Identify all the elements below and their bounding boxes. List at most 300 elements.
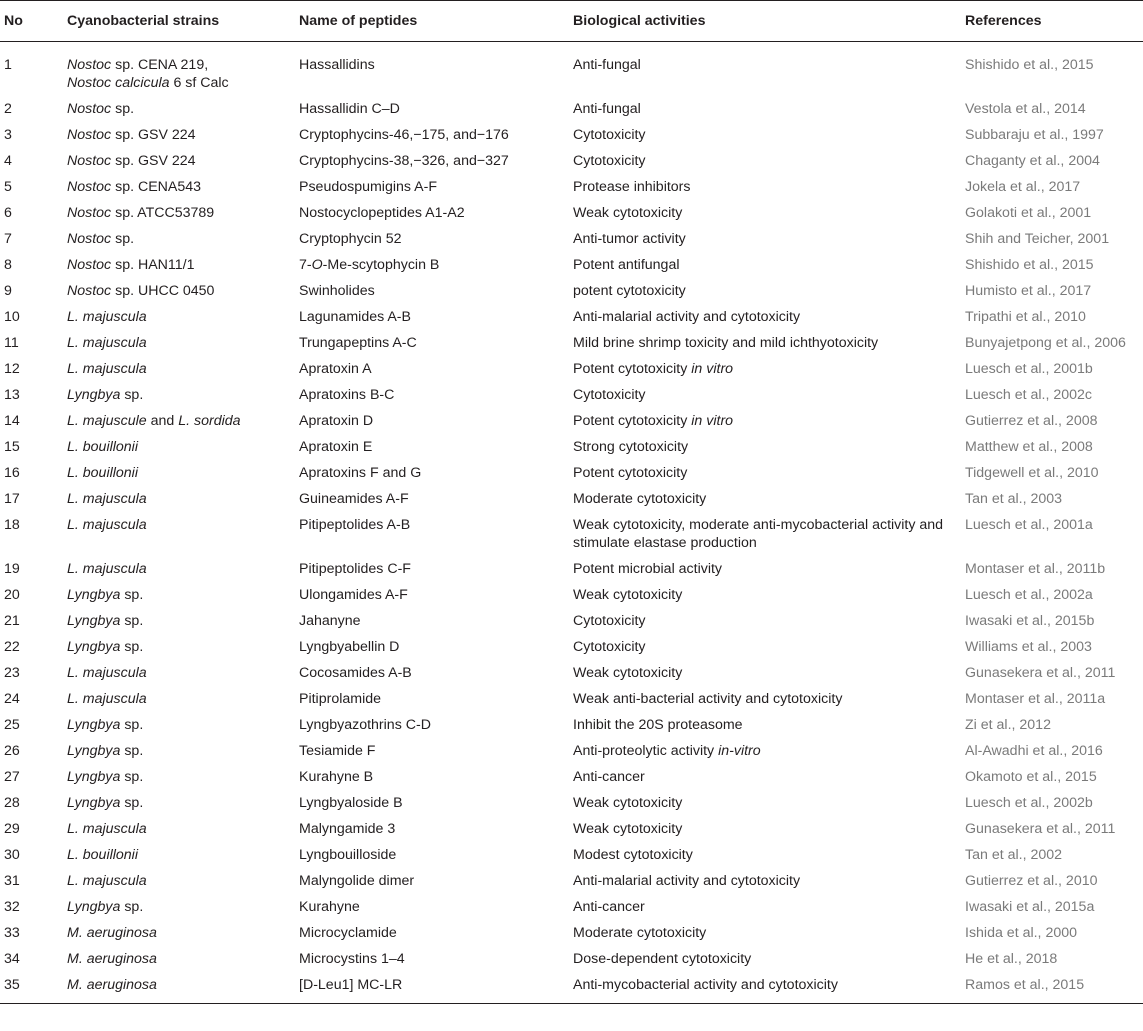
cell-reference[interactable]: Montaser et al., 2011a bbox=[965, 691, 1106, 707]
activity-text: Moderate cytotoxicity bbox=[573, 491, 707, 507]
table-row bbox=[0, 634, 1143, 660]
cell-strain bbox=[63, 790, 295, 816]
cell-reference[interactable]: Subbaraju et al., 1997 bbox=[965, 127, 1104, 143]
activity-text: Anti-mycobacterial activity and cytotoxicity bbox=[573, 977, 838, 993]
cell-peptide bbox=[295, 582, 569, 608]
cell-strain bbox=[63, 512, 295, 556]
activity-text: Cytotoxicity bbox=[573, 153, 646, 169]
table-row bbox=[0, 434, 1143, 460]
table-row bbox=[0, 278, 1143, 304]
cell-peptide bbox=[295, 226, 569, 252]
cell-strain bbox=[63, 330, 295, 356]
peptide-text: Malyngamide 3 bbox=[299, 821, 396, 837]
cell-activity bbox=[569, 122, 961, 148]
cell-reference[interactable]: Luesch et al., 2001a bbox=[965, 517, 1093, 533]
cell-no: 34 bbox=[4, 951, 20, 967]
strain-text: L. majuscule bbox=[67, 413, 147, 429]
cell-activity bbox=[569, 278, 961, 304]
cell-peptide bbox=[295, 356, 569, 382]
table-row bbox=[0, 608, 1143, 634]
table-row bbox=[0, 972, 1143, 1004]
cell-strain bbox=[63, 920, 295, 946]
cell-activity bbox=[569, 174, 961, 200]
cell-reference[interactable]: Shishido et al., 2015 bbox=[965, 57, 1094, 73]
cell-reference[interactable]: Tan et al., 2003 bbox=[965, 491, 1063, 507]
cell-no: 14 bbox=[4, 413, 20, 429]
activity-text: Anti-fungal bbox=[573, 57, 641, 73]
strain-text: sp. ATCC53789 bbox=[111, 205, 215, 221]
cell-strain bbox=[63, 868, 295, 894]
cell-reference[interactable]: Gunasekera et al., 2011 bbox=[965, 821, 1116, 837]
cell-activity bbox=[569, 686, 961, 712]
strain-text: sp. bbox=[120, 387, 144, 403]
strain-text: sp. bbox=[120, 743, 144, 759]
strain-text: Nostoc bbox=[67, 231, 112, 247]
cell-reference[interactable]: He et al., 2018 bbox=[965, 951, 1058, 967]
cell-no: 3 bbox=[4, 127, 12, 143]
cell-peptide bbox=[295, 486, 569, 512]
activity-text: in vitro bbox=[691, 413, 734, 429]
strain-text: M. aeruginosa bbox=[67, 925, 157, 941]
cell-activity bbox=[569, 200, 961, 226]
strain-text: L. majuscula bbox=[67, 873, 147, 889]
strain-text: Lyngbya bbox=[67, 639, 121, 655]
cell-no: 17 bbox=[4, 491, 20, 507]
cell-no: 18 bbox=[4, 517, 20, 533]
table-row bbox=[0, 486, 1143, 512]
table-row bbox=[0, 920, 1143, 946]
cell-reference[interactable]: Matthew et al., 2008 bbox=[965, 439, 1093, 455]
table-row bbox=[0, 868, 1143, 894]
strain-text: Lyngbya bbox=[67, 587, 121, 603]
header-strains: Cyanobacterial strains bbox=[63, 1, 295, 42]
cell-strain bbox=[63, 460, 295, 486]
cell-reference[interactable]: Shishido et al., 2015 bbox=[965, 257, 1094, 273]
cell-strain bbox=[63, 96, 295, 122]
peptide-text: -Me-scytophycin B bbox=[322, 257, 440, 273]
cell-peptide bbox=[295, 660, 569, 686]
table-row bbox=[0, 382, 1143, 408]
cell-reference[interactable]: Gutierrez et al., 2008 bbox=[965, 413, 1098, 429]
strain-text: Nostoc bbox=[67, 57, 112, 73]
strain-text: L. bouillonii bbox=[67, 465, 138, 481]
cell-reference[interactable]: Gutierrez et al., 2010 bbox=[965, 873, 1098, 889]
strain-text: sp. bbox=[111, 231, 135, 247]
cell-strain bbox=[63, 408, 295, 434]
peptide-text: Trungapeptins A-C bbox=[299, 335, 417, 351]
cell-peptide bbox=[295, 278, 569, 304]
strain-text: L. sordida bbox=[178, 413, 241, 429]
strain-text: Nostoc bbox=[67, 101, 112, 117]
cell-activity bbox=[569, 486, 961, 512]
peptide-text: Hassallidins bbox=[299, 57, 375, 73]
table-row bbox=[0, 174, 1143, 200]
activity-text: Anti-fungal bbox=[573, 101, 641, 117]
table-row bbox=[0, 330, 1143, 356]
cell-peptide bbox=[295, 122, 569, 148]
cell-activity bbox=[569, 460, 961, 486]
cell-no: 35 bbox=[0, 972, 63, 1004]
cell-no: 1 bbox=[4, 57, 12, 73]
cell-reference[interactable]: Iwasaki et al., 2015a bbox=[965, 899, 1095, 915]
cell-peptide bbox=[295, 42, 569, 97]
cell-peptide bbox=[295, 252, 569, 278]
strain-text: sp. bbox=[120, 587, 144, 603]
header-peptides: Name of peptides bbox=[295, 1, 569, 42]
cell-activity bbox=[569, 608, 961, 634]
cell-reference[interactable]: Luesch et al., 2002b bbox=[965, 795, 1093, 811]
cell-no: 10 bbox=[4, 309, 20, 325]
activity-text: Protease inhibitors bbox=[573, 179, 691, 195]
cell-reference[interactable]: Al-Awadhi et al., 2016 bbox=[965, 743, 1103, 759]
cell-reference[interactable]: Luesch et al., 2001b bbox=[965, 361, 1093, 377]
peptide-text: Lyngbyaloside B bbox=[299, 795, 403, 811]
activity-text: Anti-tumor activity bbox=[573, 231, 686, 247]
cell-strain bbox=[63, 200, 295, 226]
cell-activity bbox=[569, 790, 961, 816]
cell-activity bbox=[569, 434, 961, 460]
cell-activity bbox=[569, 764, 961, 790]
activity-text: Potent cytotoxicity bbox=[573, 413, 692, 429]
header-references: References bbox=[961, 1, 1143, 42]
cell-peptide bbox=[295, 96, 569, 122]
peptide-text: Apratoxins F and G bbox=[299, 465, 422, 481]
cell-peptide bbox=[295, 330, 569, 356]
cell-no: 13 bbox=[4, 387, 20, 403]
strain-text: L. majuscula bbox=[67, 335, 147, 351]
table-row bbox=[0, 738, 1143, 764]
cell-activity bbox=[569, 304, 961, 330]
cell-reference[interactable]: Tan et al., 2002 bbox=[965, 847, 1063, 863]
cell-reference[interactable]: Ishida et al., 2000 bbox=[965, 925, 1078, 941]
cell-peptide bbox=[295, 304, 569, 330]
cell-strain bbox=[63, 894, 295, 920]
strain-text: Nostoc bbox=[67, 179, 112, 195]
peptide-text: 7- bbox=[299, 257, 312, 273]
strain-text: L. majuscula bbox=[67, 561, 147, 577]
cell-peptide bbox=[295, 868, 569, 894]
activity-text: in vitro bbox=[691, 361, 734, 377]
header-row bbox=[0, 1, 1143, 42]
cell-no: 19 bbox=[4, 561, 20, 577]
cell-strain bbox=[63, 174, 295, 200]
peptide-text: Pitipeptolides A-B bbox=[299, 517, 411, 533]
cell-no: 11 bbox=[4, 335, 19, 351]
activity-text: Potent cytotoxicity bbox=[573, 465, 688, 481]
activity-text: Cytotoxicity bbox=[573, 639, 646, 655]
cell-no: 33 bbox=[4, 925, 20, 941]
cell-no: 9 bbox=[4, 283, 12, 299]
strain-text: L. majuscula bbox=[67, 665, 147, 681]
cell-strain bbox=[63, 226, 295, 252]
cell-peptide bbox=[295, 842, 569, 868]
cell-peptide bbox=[295, 200, 569, 226]
strain-text: sp. GSV 224 bbox=[111, 153, 196, 169]
cell-no: 26 bbox=[4, 743, 20, 759]
cell-strain bbox=[63, 738, 295, 764]
table-row bbox=[0, 946, 1143, 972]
table-row bbox=[0, 556, 1143, 582]
cell-activity bbox=[569, 512, 961, 556]
activity-text: Moderate cytotoxicity bbox=[573, 925, 707, 941]
activity-text: Anti-proteolytic activity bbox=[573, 743, 719, 759]
peptide-text: Hassallidin C–D bbox=[299, 101, 400, 117]
cell-peptide bbox=[295, 972, 569, 1004]
cell-peptide bbox=[295, 512, 569, 556]
cell-peptide bbox=[295, 894, 569, 920]
activity-text: Cytotoxicity bbox=[573, 127, 646, 143]
strain-text: sp. bbox=[111, 101, 135, 117]
activity-text: Inhibit the 20S proteasome bbox=[573, 717, 743, 733]
cell-no: 23 bbox=[4, 665, 20, 681]
peptide-text: Malyngolide dimer bbox=[299, 873, 415, 889]
peptide-text: Microcystins 1–4 bbox=[299, 951, 405, 967]
activity-text: Anti-cancer bbox=[573, 769, 645, 785]
strain-text: L. majuscula bbox=[67, 491, 147, 507]
cell-strain bbox=[63, 660, 295, 686]
cell-activity bbox=[569, 148, 961, 174]
activity-text: Strong cytotoxicity bbox=[573, 439, 689, 455]
strain-text: sp. bbox=[120, 795, 144, 811]
table-row bbox=[0, 96, 1143, 122]
activity-text: Cytotoxicity bbox=[573, 387, 646, 403]
peptide-text: Jahanyne bbox=[299, 613, 361, 629]
cell-reference[interactable]: Humisto et al., 2017 bbox=[965, 283, 1092, 299]
cell-peptide bbox=[295, 686, 569, 712]
activity-text: Mild brine shrimp toxicity and mild ichthyotoxicity bbox=[573, 335, 879, 351]
table-header bbox=[0, 1, 1143, 42]
table-row bbox=[0, 686, 1143, 712]
cell-reference[interactable]: Zi et al., 2012 bbox=[965, 717, 1051, 733]
strain-text: L. bouillonii bbox=[67, 847, 138, 863]
strain-text: and bbox=[146, 413, 179, 429]
table-row bbox=[0, 894, 1143, 920]
cell-strain bbox=[63, 42, 295, 97]
cell-reference[interactable]: Williams et al., 2003 bbox=[965, 639, 1092, 655]
strain-text: Lyngbya bbox=[67, 769, 121, 785]
cell-peptide bbox=[295, 634, 569, 660]
cell-no: 20 bbox=[4, 587, 20, 603]
cell-peptide bbox=[295, 174, 569, 200]
cell-activity bbox=[569, 356, 961, 382]
cell-no: 32 bbox=[4, 899, 20, 915]
cell-no: 6 bbox=[4, 205, 12, 221]
cell-reference[interactable]: Jokela et al., 2017 bbox=[965, 179, 1081, 195]
cell-reference[interactable]: Okamoto et al., 2015 bbox=[965, 769, 1097, 785]
cell-strain bbox=[63, 356, 295, 382]
cell-peptide bbox=[295, 148, 569, 174]
activity-text: Weak cytotoxicity, moderate anti-mycobacterial activity and stimulate elastase production bbox=[573, 517, 944, 551]
table-row bbox=[0, 764, 1143, 790]
cell-activity bbox=[569, 634, 961, 660]
activity-text: Dose-dependent cytotoxicity bbox=[573, 951, 752, 967]
cell-no: 2 bbox=[4, 101, 12, 117]
table-row bbox=[0, 122, 1143, 148]
cell-activity bbox=[569, 738, 961, 764]
peptide-text: Pitipeptolides C-F bbox=[299, 561, 411, 577]
cell-reference[interactable]: Vestola et al., 2014 bbox=[965, 101, 1086, 117]
cell-no: 15 bbox=[4, 439, 20, 455]
cell-no: 4 bbox=[4, 153, 12, 169]
cell-activity bbox=[569, 226, 961, 252]
strain-text: L. majuscula bbox=[67, 309, 147, 325]
cell-reference[interactable]: Montaser et al., 2011b bbox=[965, 561, 1106, 577]
cell-reference[interactable]: Luesch et al., 2002c bbox=[965, 387, 1092, 403]
cell-activity bbox=[569, 842, 961, 868]
peptide-text: Tesiamide F bbox=[299, 743, 376, 759]
cell-strain bbox=[63, 686, 295, 712]
strain-text: sp. GSV 224 bbox=[111, 127, 196, 143]
cell-activity bbox=[569, 582, 961, 608]
table-row bbox=[0, 842, 1143, 868]
cell-no: 22 bbox=[4, 639, 20, 655]
cell-reference[interactable]: Ramos et al., 2015 bbox=[961, 972, 1143, 1004]
peptide-text: Pitiprolamide bbox=[299, 691, 382, 707]
peptide-text: Apratoxin A bbox=[299, 361, 372, 377]
cell-activity bbox=[569, 556, 961, 582]
cell-activity bbox=[569, 382, 961, 408]
cell-reference[interactable]: Chaganty et al., 2004 bbox=[965, 153, 1100, 169]
strain-text: L. majuscula bbox=[67, 691, 147, 707]
table-row bbox=[0, 148, 1143, 174]
strain-text: L. majuscula bbox=[67, 361, 147, 377]
cell-reference[interactable]: Tidgewell et al., 2010 bbox=[965, 465, 1099, 481]
strain-text: sp. bbox=[120, 639, 144, 655]
cell-no: 21 bbox=[4, 613, 20, 629]
cell-reference[interactable]: Tripathi et al., 2010 bbox=[965, 309, 1086, 325]
cell-strain bbox=[63, 252, 295, 278]
table-row bbox=[0, 408, 1143, 434]
strain-text: sp. bbox=[120, 613, 144, 629]
strain-text: Lyngbya bbox=[67, 387, 121, 403]
activity-text: Anti-malarial activity and cytotoxicity bbox=[573, 873, 801, 889]
cell-no: 12 bbox=[4, 361, 20, 377]
cell-strain bbox=[63, 712, 295, 738]
cell-strain bbox=[63, 634, 295, 660]
cell-activity bbox=[569, 96, 961, 122]
peptide-text: Microcyclamide bbox=[299, 925, 397, 941]
cell-peptide bbox=[295, 920, 569, 946]
cell-activity bbox=[569, 712, 961, 738]
activity-text: Potent antifungal bbox=[573, 257, 680, 273]
activity-text: Weak cytotoxicity bbox=[573, 205, 683, 221]
cell-strain bbox=[63, 842, 295, 868]
cell-activity bbox=[569, 972, 961, 1004]
peptide-text: Cryptophycins-38,−326, and−327 bbox=[299, 153, 509, 169]
peptide-text: Lyngbyabellin D bbox=[299, 639, 400, 655]
strain-text: Nostoc bbox=[67, 257, 112, 273]
cell-peptide bbox=[295, 738, 569, 764]
activity-text: Potent cytotoxicity bbox=[573, 361, 692, 377]
cell-peptide bbox=[295, 434, 569, 460]
header-no: No bbox=[0, 1, 63, 42]
strain-text: Nostoc bbox=[67, 153, 112, 169]
cell-no: 30 bbox=[4, 847, 20, 863]
strain-text: Lyngbya bbox=[67, 717, 121, 733]
activity-text: Cytotoxicity bbox=[573, 613, 646, 629]
peptide-text: Apratoxin D bbox=[299, 413, 374, 429]
strain-text: L. bouillonii bbox=[67, 439, 138, 455]
strain-text: Lyngbya bbox=[67, 795, 121, 811]
cell-reference[interactable]: Gunasekera et al., 2011 bbox=[965, 665, 1116, 681]
strain-text: 6 sf Calc bbox=[169, 75, 229, 91]
cell-reference[interactable]: Iwasaki et al., 2015b bbox=[965, 613, 1095, 629]
cell-activity bbox=[569, 894, 961, 920]
table-row bbox=[0, 460, 1143, 486]
cell-no: 29 bbox=[4, 821, 20, 837]
strain-text: sp. CENA543 bbox=[111, 179, 202, 195]
strain-text: M. aeruginosa bbox=[67, 977, 157, 993]
cell-strain bbox=[63, 582, 295, 608]
cell-reference[interactable]: Golakoti et al., 2001 bbox=[965, 205, 1092, 221]
cell-peptide bbox=[295, 712, 569, 738]
cell-activity bbox=[569, 816, 961, 842]
strain-text: sp. bbox=[120, 717, 144, 733]
strain-text: sp. bbox=[120, 899, 144, 915]
strain-text: Nostoc bbox=[67, 127, 112, 143]
activity-text: Potent microbial activity bbox=[573, 561, 723, 577]
cell-activity bbox=[569, 252, 961, 278]
table-row bbox=[0, 226, 1143, 252]
table-row bbox=[0, 304, 1143, 330]
cell-peptide bbox=[295, 556, 569, 582]
peptide-text: Nostocyclopeptides A1-A2 bbox=[299, 205, 465, 221]
cell-peptide bbox=[295, 382, 569, 408]
cell-strain bbox=[63, 972, 295, 1004]
strain-text: sp. CENA 219, bbox=[111, 57, 209, 73]
activity-text: Weak cytotoxicity bbox=[573, 795, 683, 811]
cell-strain bbox=[63, 556, 295, 582]
peptide-text: Guineamides A-F bbox=[299, 491, 409, 507]
cell-strain bbox=[63, 946, 295, 972]
cell-peptide bbox=[295, 408, 569, 434]
cell-peptide bbox=[295, 816, 569, 842]
strain-text: L. majuscula bbox=[67, 517, 147, 533]
peptide-text: [D-Leu1] MC-LR bbox=[299, 977, 403, 993]
activity-text: potent cytotoxicity bbox=[573, 283, 686, 299]
cell-strain bbox=[63, 608, 295, 634]
strain-text: M. aeruginosa bbox=[67, 951, 157, 967]
cell-peptide bbox=[295, 764, 569, 790]
strain-text: Nostoc calcicula bbox=[67, 75, 170, 91]
cell-peptide bbox=[295, 946, 569, 972]
activity-text: Weak cytotoxicity bbox=[573, 821, 683, 837]
peptide-text: Lyngbyazothrins C-D bbox=[299, 717, 431, 733]
peptide-text: Swinholides bbox=[299, 283, 375, 299]
cell-reference[interactable]: Bunyajetpong et al., 2006 bbox=[965, 335, 1126, 351]
strain-text: Nostoc bbox=[67, 283, 112, 299]
table-row bbox=[0, 252, 1143, 278]
peptide-text: Lagunamides A-B bbox=[299, 309, 411, 325]
cell-no: 8 bbox=[4, 257, 12, 273]
activity-text: Weak anti-bacterial activity and cytotoxicity bbox=[573, 691, 843, 707]
cell-activity bbox=[569, 408, 961, 434]
cell-strain bbox=[63, 122, 295, 148]
cell-reference[interactable]: Luesch et al., 2002a bbox=[965, 587, 1093, 603]
activity-text: Anti-cancer bbox=[573, 899, 645, 915]
cell-no: 27 bbox=[4, 769, 20, 785]
peptide-text: Cryptophycins-46,−175, and−176 bbox=[299, 127, 509, 143]
table-row bbox=[0, 816, 1143, 842]
peptide-text: Kurahyne B bbox=[299, 769, 374, 785]
cell-no: 28 bbox=[4, 795, 20, 811]
cell-strain bbox=[63, 816, 295, 842]
cell-reference[interactable]: Shih and Teicher, 2001 bbox=[965, 231, 1110, 247]
cell-activity bbox=[569, 42, 961, 97]
table-row bbox=[0, 790, 1143, 816]
strain-text: sp. UHCC 0450 bbox=[111, 283, 215, 299]
cell-strain bbox=[63, 486, 295, 512]
